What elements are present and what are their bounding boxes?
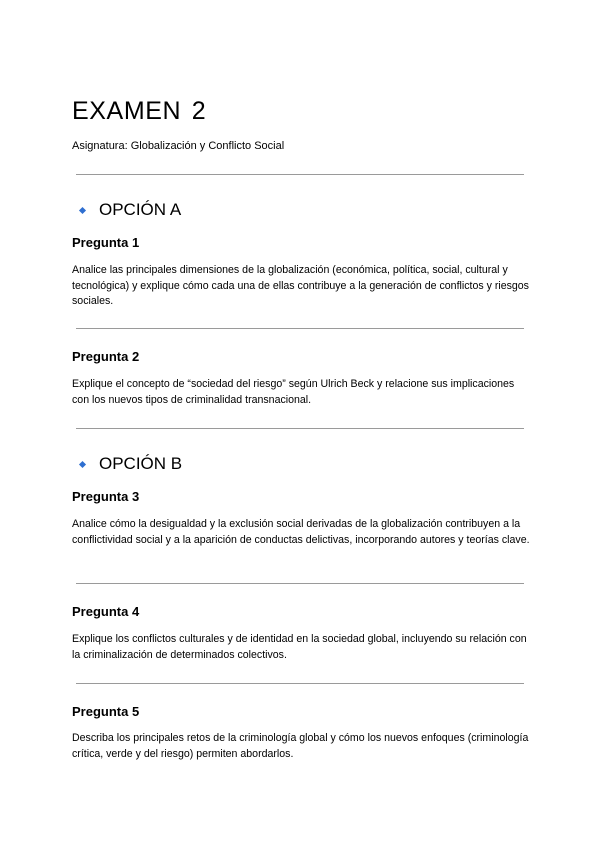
diamond-bullet-icon	[79, 460, 86, 467]
option-a-label: OPCIÓN A	[99, 200, 182, 219]
question-2-text: Explique el concepto de “sociedad del riesgo” según Ulrich Beck y relacione sus implicaciones con los nuevos tipos de criminalidad transnacional.	[72, 378, 515, 406]
question-2-title: Pregunta 2	[72, 349, 140, 364]
option-a-heading	[78, 199, 181, 221]
divider	[76, 428, 524, 429]
question-3-text: Analice cómo la desigualdad y la exclusión social derivadas de la globalización contribuyen a la conflictividad social y a la aparición de conductas delictivas, incorporando autores y teorías clave.	[72, 518, 530, 546]
question-5-text: Describa los principales retos de la criminología global y cómo los nuevos enfoques (criminología crítica, verde y del riesgo) permiten abordarlos.	[72, 732, 529, 760]
divider	[76, 583, 524, 584]
diamond-bullet-icon	[79, 206, 86, 213]
divider	[76, 174, 524, 175]
question-3-title: Pregunta 3	[72, 489, 140, 504]
option-b-heading	[78, 453, 182, 475]
page-title: EXAMEN 2	[72, 97, 207, 125]
subject-line: Asignatura: Globalización y Conflicto Social	[72, 140, 285, 152]
question-5-title: Pregunta 5	[72, 704, 140, 719]
question-1-title: Pregunta 1	[72, 235, 140, 250]
divider	[76, 328, 524, 329]
question-4-title: Pregunta 4	[72, 604, 140, 619]
question-1-text: Analice las principales dimensiones de la globalización (económica, política, social, cultural y tecnológica) y explique cómo cada una de ellas contribuye a la generación de conflictos y riesgos sociales.	[72, 264, 529, 307]
option-b-label: OPCIÓN B	[99, 454, 183, 473]
question-4-text: Explique los conflictos culturales y de identidad en la sociedad global, incluyendo su relación con la criminalización de determinados colectivos.	[72, 633, 527, 661]
divider	[76, 683, 524, 684]
